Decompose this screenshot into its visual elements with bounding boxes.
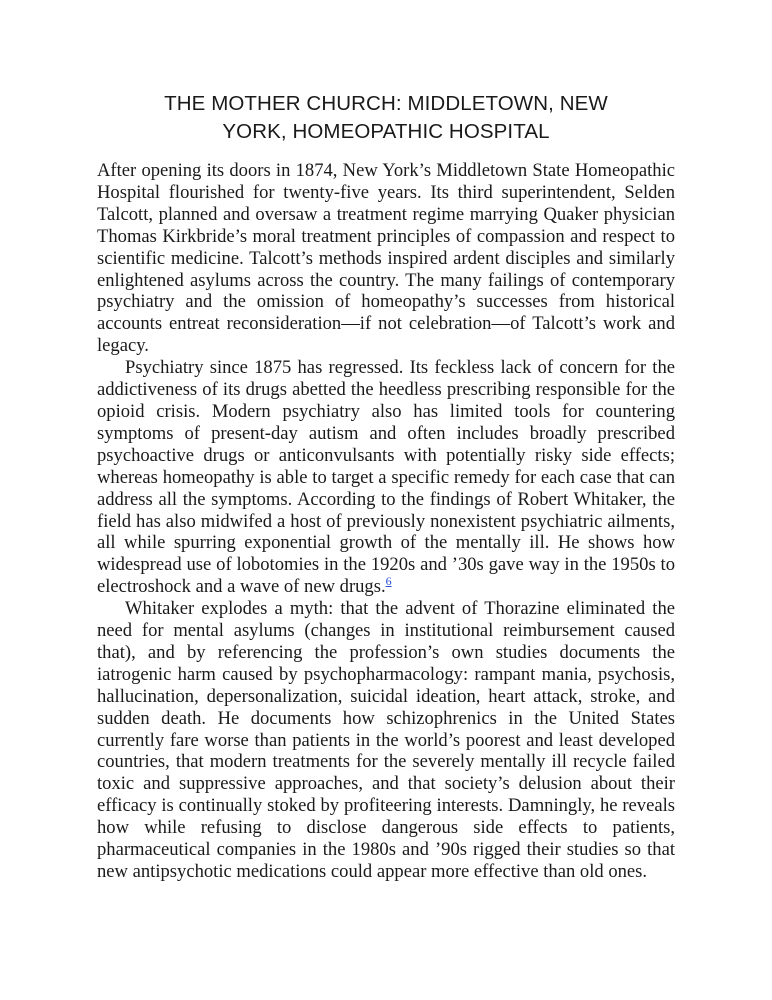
chapter-body [97, 160, 675, 883]
footnote-link-6[interactable]: 6 [385, 574, 392, 589]
paragraph-2 [97, 357, 675, 598]
paragraph-3 [97, 598, 675, 883]
paragraph-1 [97, 160, 675, 357]
paragraph-3-text: Whitaker explodes a myth: that the advent of Thorazine eliminated the need for mental asylums (changes in institutional reimbursement caused that), and by referencing the profession’s own studies documents the iatrogenic harm caused by psychopharmacology: rampant mania, psychosis, hallucination, depersonalization, suicidal ideation, heart attack, stroke, and sudden death. He documents how schizophrenics in the United States currently fare worse than patients in the world’s poorest and least developed countries, that modern treatments for the severely mentally ill recycle failed toxic and suppressive approaches, and that society’s delusion about their efficacy is continually stoked by profiteering interests. Damningly, he reveals how while refusing to disclose dangerous side effects to patients, pharmaceutical companies in the 1980s and ’90s rigged their studies so that new antipsychotic medications could appear more effective than old ones. [97, 598, 675, 882]
paragraph-1-text: After opening its doors in 1874, New York’s Middletown State Homeopathic Hospital flourished for twenty-five years. Its third superintendent, Selden Talcott, planned and oversaw a treatment regime marrying Quaker physician Thomas Kirkbride’s moral treatment principles of compassion and respect to scientific medicine. Talcott’s methods inspired ardent disciples and similarly enlightened asylums across the country. The many failings of contemporary psychiatry and the omission of homeopathy’s successes from historical accounts entreat reconsideration—if not celebration—of Talcott’s work and legacy. [97, 160, 675, 357]
paragraph-2-text: Psychiatry since 1875 has regressed. Its feckless lack of concern for the addictiveness of its drugs abetted the heedless prescribing responsible for the opioid crisis. Modern psychiatry also has limited tools for countering symptoms of present-day autism and often includes broadly prescribed psychoactive drugs or anticonvulsants with potentially risky side effects; whereas homeopathy is able to target a specific remedy for each case that can address all the symptoms. According to the findings of Robert Whitaker, the field has also midwifed a host of previously nonexistent psychiatric ailments, all while spurring exponential growth of the mentally ill. He shows how widespread use of lobotomies in the 1920s and ’30s gave way in the 1950s to electroshock and a wave of new drugs. [97, 357, 675, 598]
chapter-title: THE MOTHER CHURCH: MIDDLETOWN, NEW YORK, HOMEOPATHIC HOSPITAL [164, 92, 608, 143]
